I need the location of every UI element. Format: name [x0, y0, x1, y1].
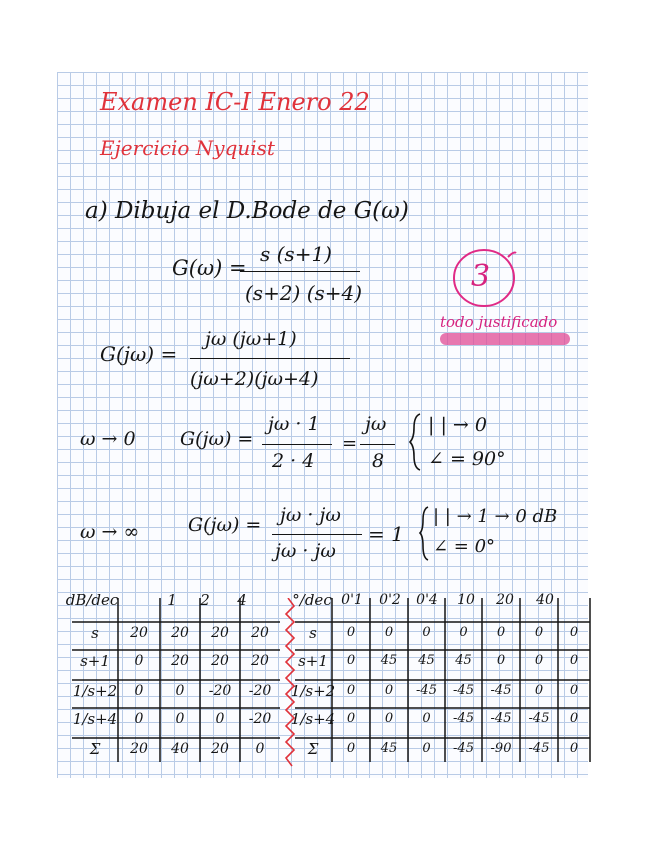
phase-cell: 0 [346, 653, 356, 668]
high-freq-magnitude: | | → 1 → 0 dB [433, 506, 558, 527]
high-freq-numerator: jω · jω [280, 504, 341, 526]
gjw-numerator: jω (jω+1) [205, 328, 297, 350]
low-freq-numerator: jω · 1 [268, 413, 320, 435]
phase-row-label: s+1 [298, 652, 328, 670]
magnitude-cell: -20 [248, 683, 272, 699]
phase-row-label: 1/s+2 [290, 682, 336, 700]
low-freq-phase: ∠ = 90° [428, 448, 506, 470]
phase-cell: -45 [490, 711, 512, 726]
phase-cell: 0 [384, 625, 394, 640]
grade-value: 3 [471, 259, 491, 294]
magnitude-row-label: 1/s+4 [72, 710, 118, 728]
low-freq-simp-numerator: jω [365, 413, 387, 435]
statement: a) Dibuja el D.Bode de G(ω) [85, 198, 409, 224]
phase-cell: 0 [569, 683, 579, 698]
phase-cell: -45 [453, 683, 474, 698]
phase-cell: 0 [534, 653, 544, 668]
phase-cell: 0 [496, 625, 506, 640]
high-freq-phase: ∠ = 0° [433, 536, 496, 557]
magnitude-cell: 20 [251, 653, 269, 669]
low-freq-simp-denominator: 8 [372, 450, 385, 472]
high-freq-lhs: G(jω) = [188, 514, 262, 536]
phase-cell: 0 [459, 625, 468, 640]
phase-cell: 0 [384, 711, 394, 726]
magnitude-cell: 20 [171, 653, 189, 669]
phase-cell: 0 [346, 625, 356, 640]
magnitude-cell: 20 [211, 653, 229, 669]
magnitude-corner: dB/dec [65, 591, 119, 609]
phase-header: 0'1 [341, 592, 363, 608]
table-divider-zigzag [278, 598, 298, 774]
phase-cell: 0 [569, 625, 579, 640]
magnitude-header: 2 [200, 591, 210, 609]
g-lhs: G(ω) = [172, 256, 247, 280]
magnitude-cell: 20 [130, 741, 148, 757]
magnitude-cell: 0 [175, 711, 185, 727]
magnitude-cell: -20 [208, 683, 232, 699]
magnitude-cell: 0 [134, 711, 144, 727]
low-freq-denominator: 2 · 4 [272, 450, 315, 472]
low-freq-magnitude: | | → 0 [428, 414, 487, 436]
exam-title: Examen IC-I Enero 22 [100, 88, 370, 116]
phase-cell: 0 [346, 711, 356, 726]
grade-note: todo justificado [440, 313, 558, 331]
high-freq-result: = 1 [368, 522, 404, 546]
magnitude-cell: 20 [211, 625, 229, 641]
g-denominator: (s+2) (s+4) [245, 281, 363, 305]
phase-cell: 0 [346, 741, 356, 756]
phase-row-label: Σ [307, 740, 319, 758]
g-numerator: s (s+1) [260, 242, 332, 266]
phase-cell: 0 [346, 683, 356, 698]
phase-header: 10 [457, 592, 475, 608]
magnitude-cell: 0 [175, 683, 185, 699]
low-freq-equals: = [342, 433, 358, 454]
phase-corner: °/dec [292, 591, 332, 609]
magnitude-row-label: 1/s+2 [72, 682, 118, 700]
phase-cell: -45 [528, 741, 550, 756]
phase-cell: -45 [490, 683, 512, 698]
magnitude-cell: 0 [134, 653, 144, 669]
phase-row-label: s [309, 624, 317, 642]
magnitude-cell: 20 [211, 741, 229, 757]
phase-cell: 0 [422, 741, 431, 756]
magnitude-header: 1 [167, 591, 177, 609]
phase-cell: 0 [534, 683, 544, 698]
magnitude-row-label: s+1 [80, 652, 110, 670]
magnitude-row-label: s [91, 624, 99, 642]
phase-cell: 0 [384, 683, 394, 698]
phase-header: 20 [496, 592, 514, 608]
phase-cell: 45 [380, 741, 398, 756]
high-freq-limit: ω → ∞ [80, 521, 140, 543]
phase-cell: 45 [455, 653, 472, 668]
phase-header: 0'4 [416, 592, 438, 608]
phase-cell: -90 [490, 741, 512, 756]
magnitude-cell: 0 [255, 741, 265, 757]
phase-cell: 0 [496, 653, 506, 668]
magnitude-header: 4 [237, 591, 247, 609]
magnitude-cell: 20 [171, 625, 189, 641]
phase-cell: 45 [380, 653, 398, 668]
phase-cell: 0 [569, 711, 579, 726]
phase-cell: 0 [422, 625, 431, 640]
gjw-denominator: (jω+2)(jω+4) [190, 368, 319, 390]
magnitude-cell: 40 [171, 741, 189, 757]
magnitude-cell: 0 [134, 683, 144, 699]
phase-cell: 0 [422, 711, 431, 726]
phase-cell: -45 [528, 711, 550, 726]
magnitude-cell: 0 [215, 711, 225, 727]
phase-row-label: 1/s+4 [290, 710, 336, 728]
magnitude-cell: 20 [130, 625, 148, 641]
phase-cell: 0 [569, 741, 579, 756]
low-freq-limit: ω → 0 [80, 428, 136, 450]
exercise-title: Ejercicio Nyquist [100, 136, 275, 160]
phase-cell: -45 [453, 741, 474, 756]
phase-header: 40 [536, 592, 554, 608]
high-freq-denominator: jω · jω [275, 540, 336, 562]
phase-cell: -45 [416, 683, 437, 698]
phase-cell: 0 [534, 625, 544, 640]
phase-cell: 0 [569, 653, 579, 668]
gjw-lhs: G(jω) = [100, 342, 178, 366]
phase-cell: 45 [418, 653, 435, 668]
magnitude-row-label: Σ [89, 740, 101, 758]
phase-header: 0'2 [379, 592, 401, 608]
phase-cell: -45 [453, 711, 474, 726]
magnitude-cell: 20 [251, 625, 269, 641]
magnitude-cell: -20 [248, 711, 272, 727]
low-freq-lhs: G(jω) = [180, 428, 254, 450]
